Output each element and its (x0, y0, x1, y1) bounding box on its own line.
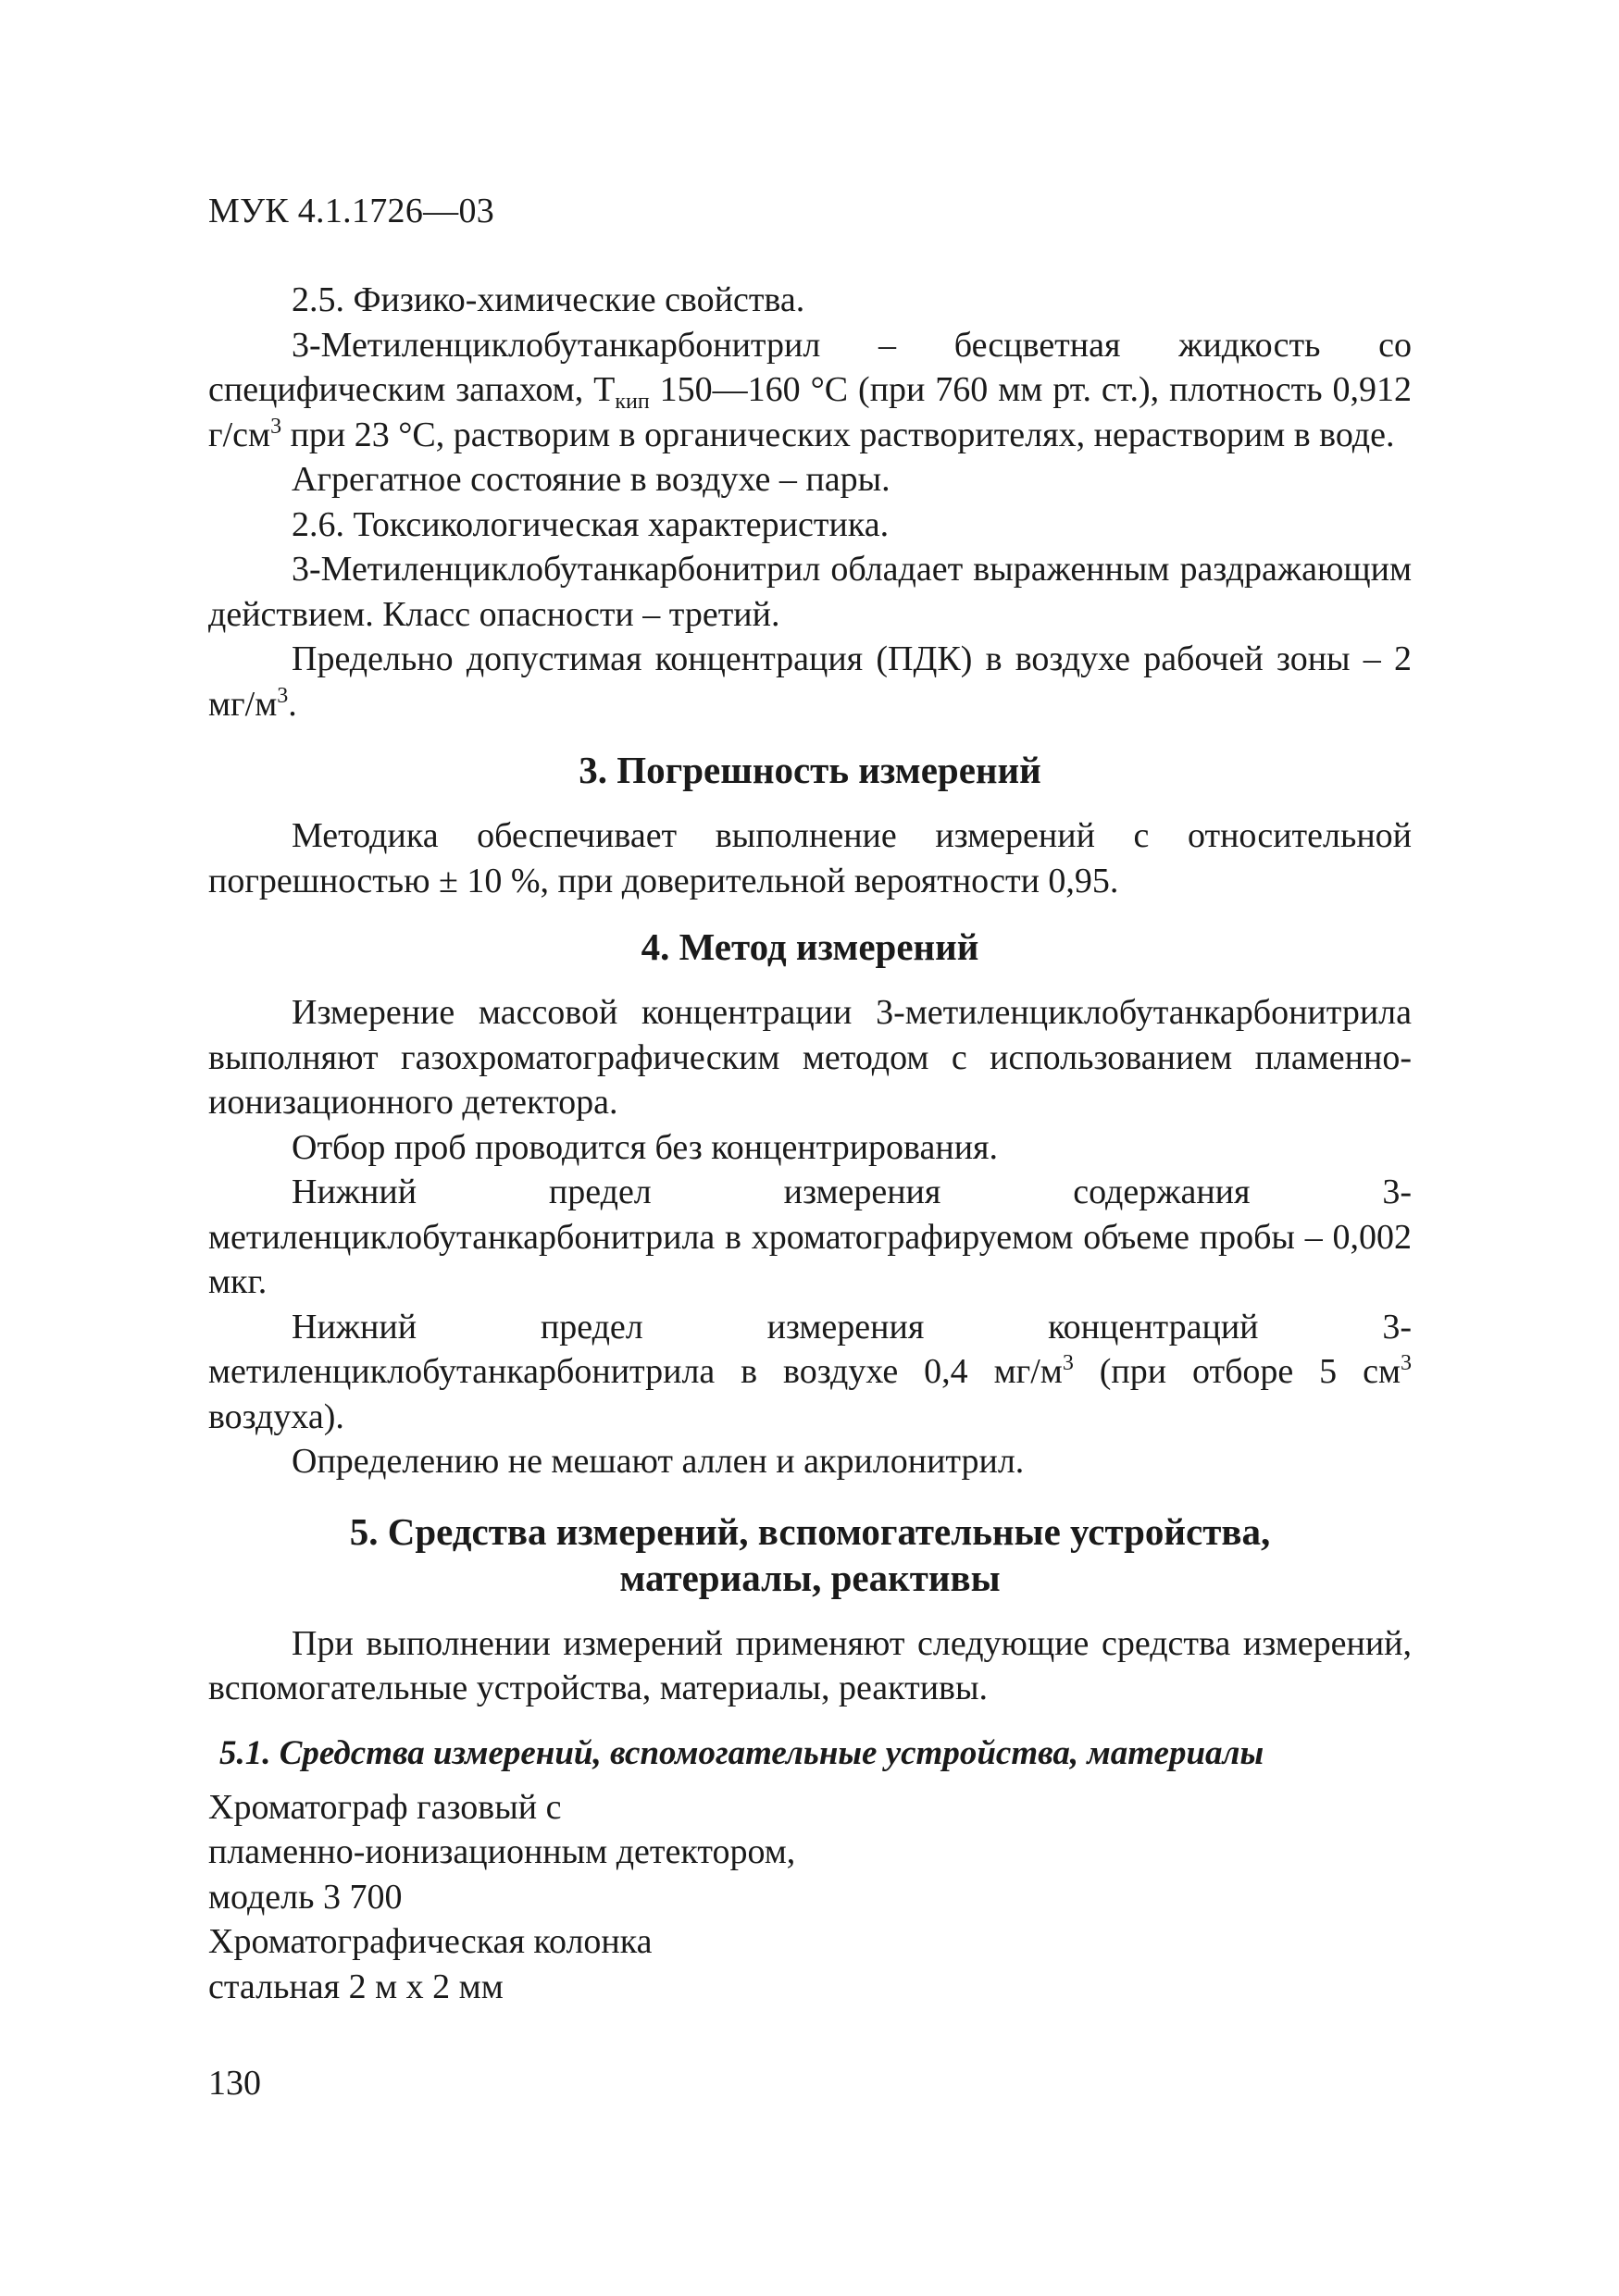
spacer (208, 793, 1412, 813)
equipment-line: стальная 2 м х 2 мм (208, 1967, 504, 2006)
physical-properties-paragraph: 3-Метиленциклобутанкарбонитрил – бесцветная жидкость со специфическим запахом, $Т_{кип}$ 150—160 °С (при 760 мм рт. ст.), плотность 0,912 $г/см^3$ при 23 °С, растворим в органических растворителях, нерастворим в воде. (208, 325, 1413, 454)
running-header: МУК 4.1.1726—03 (208, 192, 495, 230)
subsection-2-6-heading: 2.6. Токсикологическая характеристика. (292, 504, 890, 544)
spacer (208, 903, 1412, 924)
toxicology-paragraph: 3-Метиленциклобутанкарбонитрил обладает выраженным раздражающим действием. Класс опасности – третий. (208, 550, 1412, 634)
m3-superscript: 3 (1062, 1351, 1074, 1375)
spacer (208, 1484, 1412, 1508)
equipment-line: Хроматограф газовый с (208, 1787, 562, 1827)
interference-paragraph: Определению не мешают аллен и акрилонитрил. (292, 1442, 1025, 1481)
spacer (208, 1711, 1412, 1731)
spacer (208, 1601, 1412, 1621)
page-number: 130 (208, 2064, 261, 2103)
equipment-line: модель 3 700 (208, 1877, 403, 1917)
m3-superscript: 3 (277, 683, 289, 708)
aggregate-state-paragraph: Агрегатное состояние в воздухе – пары. (292, 460, 890, 499)
lower-limit-volume-paragraph: Нижний предел измерения содержания 3-метиленциклобутанкарбонитрила в хроматографируемом объеме пробы – 0,002 мкг. (208, 1173, 1412, 1301)
pdk-paragraph: Предельно допустимая концентрация (ПДК) в воздухе рабочей зоны – 2 $мг/м^3$. (208, 639, 1412, 724)
accuracy-paragraph: Методика обеспечивает выполнение измерений с относительной погрешностью ± 10 %, при доверительной вероятности 0,95. (208, 816, 1412, 900)
spacer (208, 1776, 1412, 1785)
section-4-heading: 4. Метод измерений (641, 925, 979, 968)
cm3-superscript: 3 (1401, 1351, 1412, 1375)
section-5-heading-line-1: 5. Средства измерений, вспомогательные устройства, (349, 1509, 1271, 1553)
cm3-superscript: 3 (270, 414, 282, 439)
section-3-heading: 3. Погрешность измерений (579, 749, 1041, 791)
method-paragraph: Измерение массовой концентрации 3-метиленциклобутанкарбонитрила выполняют газохроматографическим методом с использованием пламенно-ионизационного детектора. (208, 993, 1412, 1122)
spacer (208, 726, 1412, 747)
subsection-2-5-heading: 2.5. Физико-химические свойства. (292, 280, 805, 319)
section-5-heading-line-2: материалы, реактивы (619, 1556, 1001, 1599)
spacer (208, 970, 1412, 990)
section-5-intro-paragraph: При выполнении измерений применяют следующие средства измерений, вспомогательные устройства, материалы, реактивы. (208, 1623, 1412, 1707)
equipment-line: Хроматографическая колонка (208, 1922, 653, 1961)
lower-limit-air-paragraph: Нижний предел измерения концентраций 3-метиленциклобутанкарбонитрила в воздухе 0,4 $мг/м^3$ (при отборе 5 $см^3$ воздуха). (208, 1307, 1412, 1436)
equipment-line: пламенно-ионизационным детектором, (208, 1832, 796, 1871)
main-text (208, 278, 1412, 2009)
sampling-paragraph: Отбор проб проводится без концентрирования. (292, 1127, 999, 1167)
subsection-5-1-heading: 5.1. Средства измерений, вспомогательные устройства, материалы (219, 1733, 1264, 1772)
boiling-point-subscript: кип (615, 390, 650, 414)
